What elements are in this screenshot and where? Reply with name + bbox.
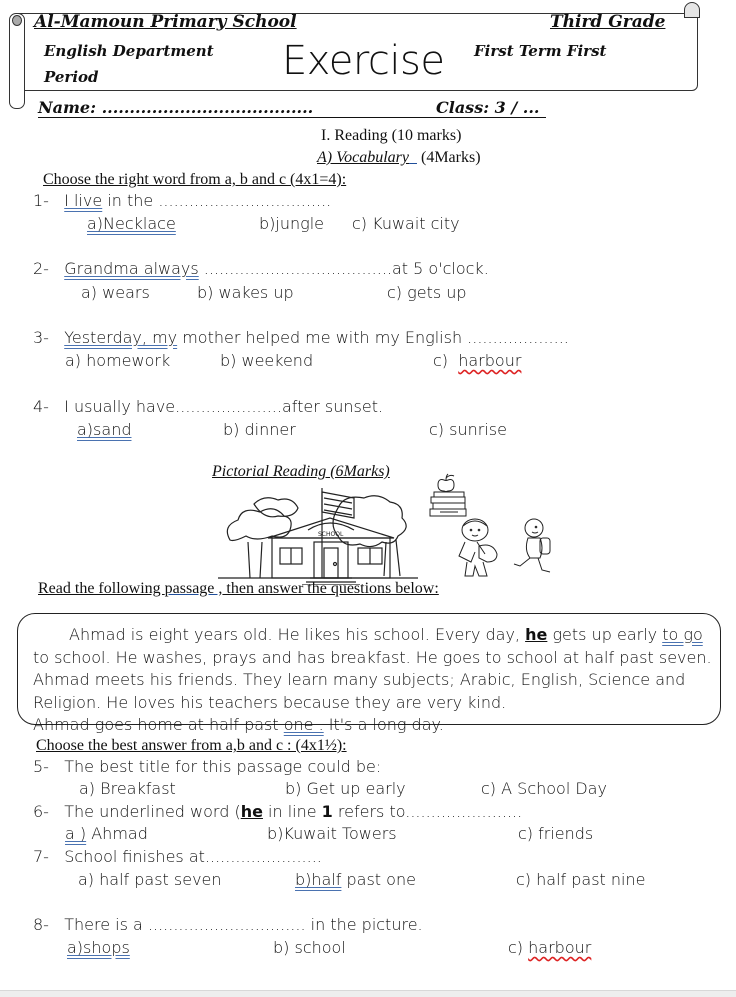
scroll-curl-icon (684, 2, 700, 18)
q2-option-b[interactable]: b) wakes up (197, 283, 294, 302)
school-building-illustration (218, 480, 418, 585)
reading-passage: Ahmad is eight years old. He likes his school. Every day, he gets up early to go to school. He washes, prays and has breakfast. He goes to school at half past seven. Ahmad meets his friends. They learn many subjects; Arabic, English, Science and Religion. He loves his teachers because they are very kind. Ahmad goes home at half past one . It's a long day. (33, 625, 712, 734)
pictorial-heading: Pictorial Reading (6Marks) (212, 463, 390, 480)
scroll-curl-icon (12, 15, 22, 26)
vocab-marks: (4Marks) (416, 149, 481, 166)
q8-option-b[interactable]: b) school (273, 938, 346, 957)
q3-option-b[interactable]: b) weekend (220, 351, 314, 370)
q3-option-c: c) harbour (433, 351, 522, 370)
q4-option-c[interactable]: c) sunrise (429, 420, 507, 439)
q4-option-a[interactable]: a)sand (77, 420, 132, 439)
section-heading: I. Reading (10 marks) (321, 127, 462, 144)
q7-option-b: b)half past one (295, 870, 416, 889)
class-field[interactable]: Class: 3 / ... (436, 98, 540, 117)
q6-option-b[interactable]: b)Kuwait Towers (267, 824, 397, 843)
q5-option-b[interactable]: b) Get up early (285, 779, 406, 798)
scroll-left-roll (9, 13, 25, 109)
q5-option-a[interactable]: a) Breakfast (79, 779, 176, 798)
vocab-subheading: A) Vocabulary (317, 149, 409, 166)
q8-option-c: c) harbour (508, 938, 592, 957)
term-label: First Term First (474, 42, 607, 60)
q5-option-c[interactable]: c) A School Day (481, 779, 607, 798)
q7-option-a[interactable]: a) half past seven (78, 870, 222, 889)
name-field[interactable]: Name: ...................................... (38, 98, 314, 117)
q4-option-b[interactable]: b) dinner (223, 420, 296, 439)
q7-option-c[interactable]: c) half past nine (516, 870, 646, 889)
question-6: 6- The underlined word (he in line 1 refers to....................... (33, 802, 523, 821)
page-title: Exercise (282, 38, 445, 84)
department-label: English Department (44, 42, 214, 60)
q3-option-a[interactable]: a) homework (65, 351, 171, 370)
vocab-heading (317, 149, 481, 167)
question-8: 8- There is a ............................... in the picture. (33, 915, 423, 934)
passage-underlined-he: he (525, 625, 548, 644)
question-2: 2- Grandma always .....................................at 5 o'clock. (33, 259, 489, 278)
period-label: Period (44, 68, 99, 86)
comprehension-instruction: Choose the best answer from a,b and c : (4x1½): (36, 737, 347, 754)
question-7: 7- School finishes at....................... (33, 847, 322, 866)
q1-option-b[interactable]: b)jungle (259, 214, 325, 233)
passage-instruction: Read the following passage , then answer the questions below: (38, 580, 439, 597)
boy-illustration (455, 518, 503, 580)
girl-running-illustration (512, 518, 554, 580)
grade-label: Third Grade (550, 12, 666, 32)
question-4: 4- I usually have.....................after sunset. (33, 397, 384, 416)
books-apple-illustration (428, 470, 470, 520)
question-5: 5- The best title for this passage could be: (33, 757, 382, 776)
question-1: 1- I live in the .................................. (33, 191, 332, 210)
q2-option-c[interactable]: c) gets up (387, 283, 467, 302)
q6-option-c[interactable]: c) friends (518, 824, 594, 843)
q1-option-c[interactable]: c) Kuwait city (352, 214, 460, 233)
name-class-underline (38, 117, 546, 118)
question-3: 3- Yesterday, my mother helped me with my English .................... (33, 328, 569, 347)
q1-option-a[interactable]: a)Necklace (87, 214, 176, 233)
vocab-instruction: Choose the right word from a, b and c (4x1=4): (43, 171, 347, 188)
school-name: Al-Mamoun Primary School (34, 12, 297, 32)
q2-option-a[interactable]: a) wears (81, 283, 150, 302)
q6-option-a: a ) Ahmad (65, 824, 148, 843)
svg-text:SCHOOL: SCHOOL (318, 531, 344, 538)
q8-option-a[interactable]: a)shops (67, 938, 130, 957)
